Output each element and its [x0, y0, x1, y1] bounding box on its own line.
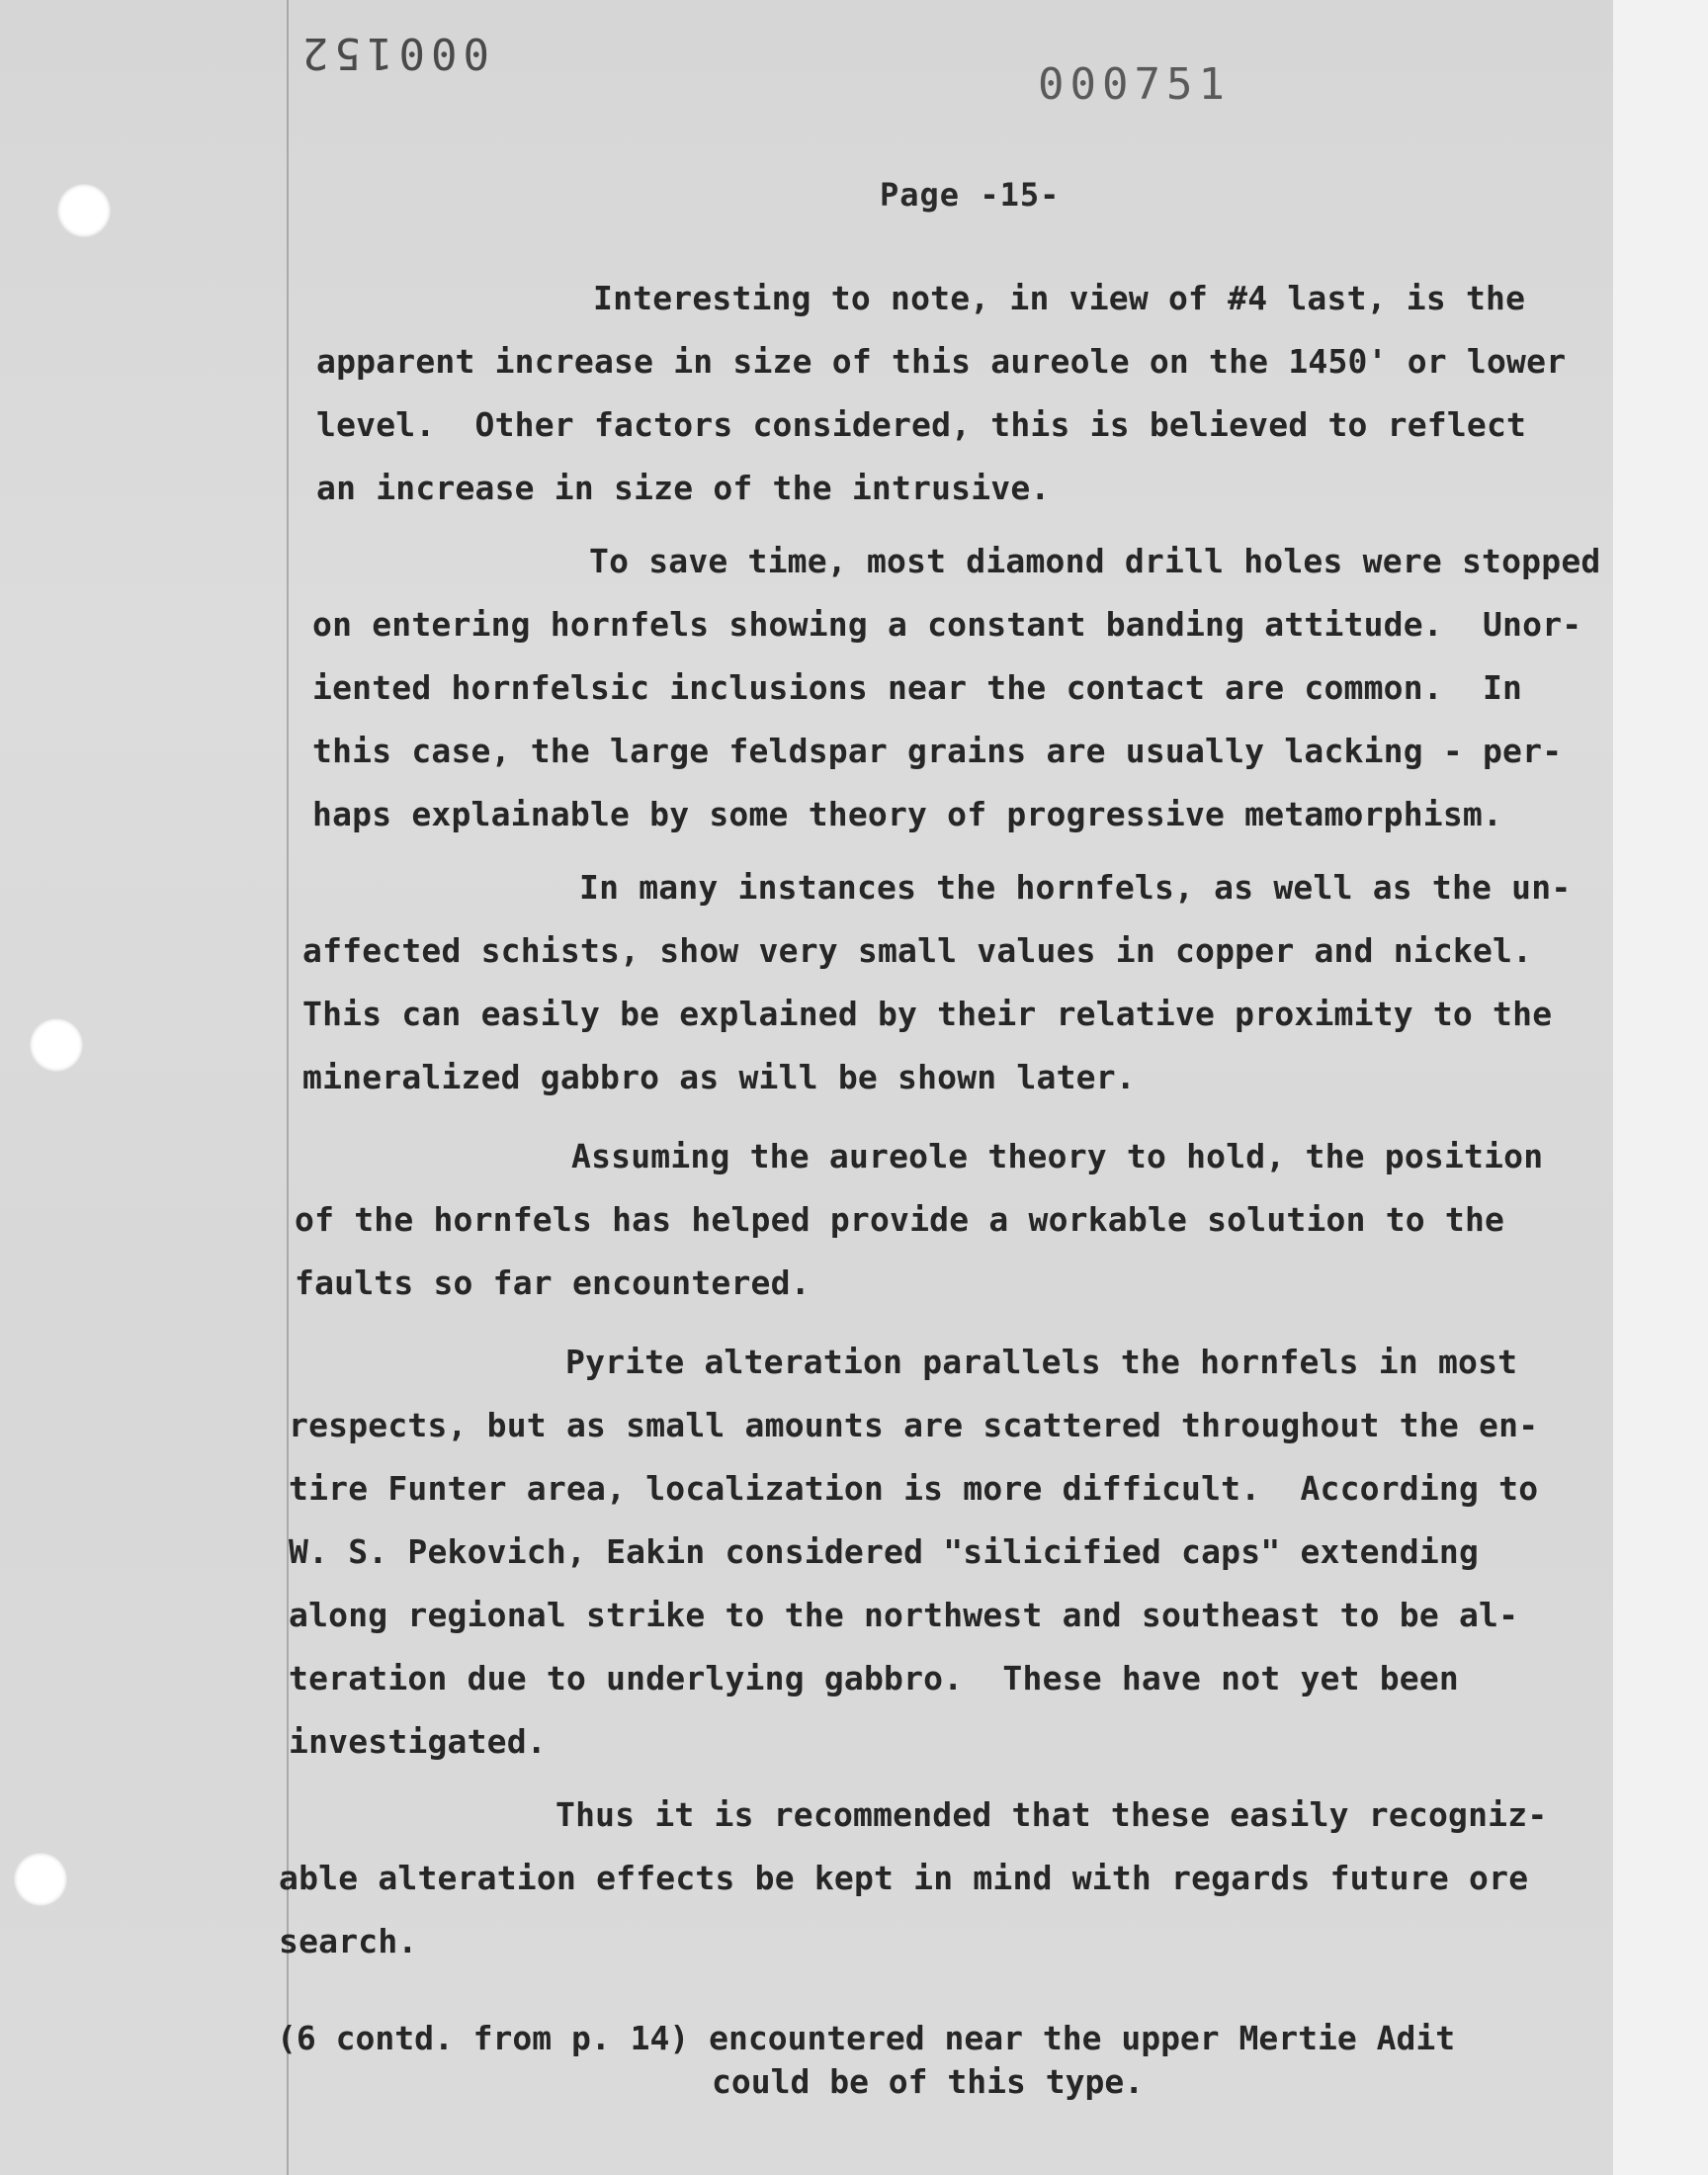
text-line: To save time, most diamond drill holes were stopped	[589, 542, 1601, 580]
text-line: respects, but as small amounts are scattered throughout the en-	[289, 1406, 1539, 1444]
text-line: Pyrite alteration parallels the hornfels in most	[565, 1343, 1518, 1381]
text-line: apparent increase in size of this aureole on the 1450' or lower	[316, 342, 1567, 381]
text-line: iented hornfelsic inclusions near the contact are common. In	[312, 668, 1523, 707]
text-line: on entering hornfels showing a constant banding attitude. Unor-	[312, 605, 1582, 644]
text-line: of the hornfels has helped provide a workable solution to the	[295, 1200, 1505, 1239]
text-line: W. S. Pekovich, Eakin considered "silicified caps" extending	[289, 1532, 1480, 1571]
text-line: This can easily be explained by their relative proximity to the	[302, 995, 1553, 1033]
text-line: teration due to underlying gabbro. These have not yet been	[289, 1659, 1459, 1697]
paragraph	[295, 1125, 1609, 1315]
paragraph	[312, 530, 1627, 846]
footnote-reference: (6 contd. from p. 14)	[277, 2019, 690, 2057]
paragraph	[302, 856, 1617, 1109]
punch-hole	[14, 1853, 67, 1906]
text-line: this case, the large feldspar grains are usually lacking - per-	[312, 732, 1563, 770]
text-line: search.	[279, 1922, 418, 1960]
text-line: along regional strike to the northwest and southeast to be al-	[289, 1596, 1519, 1634]
text-line: In many instances the hornfels, as well as the un-	[579, 868, 1572, 907]
text-line: an increase in size of the intrusive.	[316, 469, 1051, 507]
text-line: tire Funter area, localization is more difficult. According to	[289, 1469, 1539, 1508]
punch-hole	[30, 1018, 83, 1072]
text-line: mineralized gabbro as will be shown later.	[302, 1058, 1136, 1096]
text-line: Thus it is recommended that these easily recogniz-	[555, 1795, 1548, 1834]
document-stamp-number: 000152	[297, 28, 489, 78]
paragraph	[289, 1331, 1603, 1774]
paragraph	[279, 1784, 1593, 1973]
text-line: haps explainable by some theory of progressive metamorphism.	[312, 795, 1503, 833]
footnote-text: could be of this type.	[712, 2062, 1145, 2101]
page-number: Page -15-	[880, 176, 1061, 214]
text-line: level. Other factors considered, this is believed to reflect	[316, 405, 1527, 444]
text-line: investigated.	[289, 1722, 547, 1761]
text-line: Assuming the aureole theory to hold, the position	[571, 1137, 1544, 1175]
text-line: Interesting to note, in view of #4 last, is the	[593, 279, 1526, 317]
paragraph	[316, 267, 1631, 520]
footnote-text: encountered near the upper Mertie Adit	[709, 2019, 1456, 2057]
text-line: faults so far encountered.	[295, 1263, 811, 1302]
document-stamp-number: 000751	[1038, 59, 1231, 110]
text-line: able alteration effects be kept in mind with regards future ore	[279, 1859, 1529, 1897]
punch-hole	[57, 184, 111, 237]
footnote	[277, 2017, 1455, 2104]
text-line: affected schists, show very small values in copper and nickel.	[302, 931, 1533, 970]
